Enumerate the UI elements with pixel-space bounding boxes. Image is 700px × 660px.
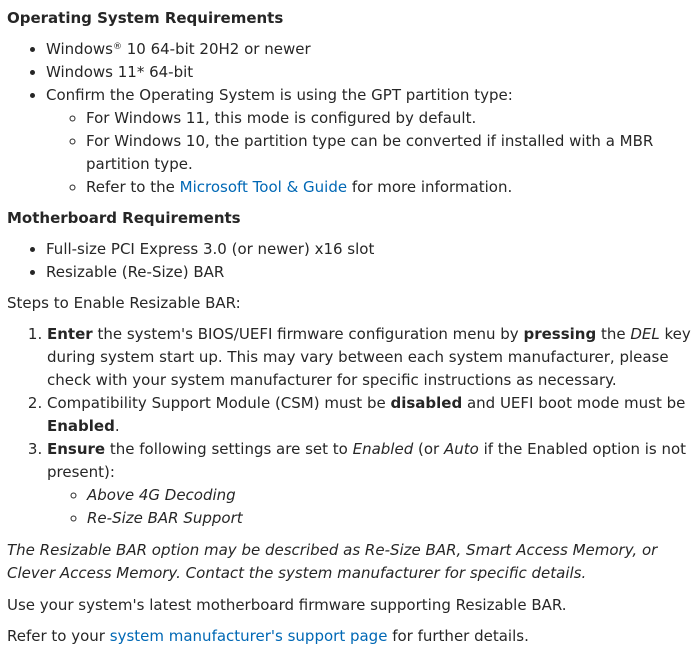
setting-above-4g-decoding: Above 4G Decoding: [87, 486, 236, 504]
gpt-sub-windows10: For Windows 10, the partition type can be converted if installed with a MBR partition type.: [86, 132, 654, 173]
step1-text: the system's BIOS/UEFI firmware configuration menu by: [92, 325, 524, 343]
step3-text: the following settings are set to: [105, 440, 353, 458]
list-item: [46, 61, 694, 84]
step3-bold-ensure: Ensure: [47, 440, 106, 458]
os-item-windows10: Windows: [46, 40, 113, 58]
step3-italic-enabled: Enabled: [352, 440, 414, 458]
list-item: [86, 176, 694, 199]
refer-pre: Refer to your: [7, 627, 110, 645]
os-item-windows11: Windows 11* 64-bit: [46, 63, 194, 81]
firmware-paragraph: Use your system's latest motherboard firmware supporting Resizable BAR.: [7, 596, 567, 614]
motherboard-requirements-heading: Motherboard Requirements: [7, 209, 241, 227]
step3-text: if the Enabled option is not present):: [47, 440, 687, 481]
step3-sublist: [47, 484, 694, 530]
refer-post: for further details.: [387, 627, 529, 645]
os-requirements-list: [7, 38, 694, 199]
gpt-sub-refer-pre: Refer to the: [86, 178, 180, 196]
step1-text: key during system start up. This may vary between each system manufacturer, please check with your system manufacturer for specific instructions as necessary.: [47, 325, 691, 389]
list-item: [87, 507, 694, 530]
registered-mark: ®: [112, 42, 122, 52]
refer-paragraph: [7, 625, 694, 648]
step2-text: .: [114, 417, 120, 435]
list-item: [87, 484, 694, 507]
step1-bold-pressing: pressing: [523, 325, 597, 343]
step3-text: (or: [413, 440, 444, 458]
step2-text: Compatibility Support Module (CSM) must be: [47, 394, 391, 412]
gpt-sublist: [46, 107, 694, 199]
os-item-windows10-rest: 10 64-bit 20H2 or newer: [121, 40, 311, 58]
step2-bold-enabled: Enabled: [47, 417, 115, 435]
step1-bold-enter: Enter: [47, 325, 93, 343]
motherboard-requirements-list: [7, 238, 694, 284]
setting-resize-bar-support: Re-Size BAR Support: [87, 509, 243, 527]
gpt-sub-windows11: For Windows 11, this mode is configured by default.: [86, 109, 477, 127]
os-requirements-heading: Operating System Requirements: [7, 9, 284, 27]
manufacturer-support-link[interactable]: system manufacturer's support page: [109, 627, 388, 645]
list-item: [86, 130, 694, 176]
list-item: [46, 84, 694, 199]
resizable-bar-note: The Resizable BAR option may be described as Re-Size BAR, Smart Access Memory, or Clever Access Memory. Contact the system manufacturer for specific details.: [7, 541, 658, 582]
list-item: [46, 38, 694, 61]
list-item: [46, 238, 694, 261]
steps-list: [7, 323, 694, 530]
microsoft-tool-guide-link[interactable]: Microsoft Tool & Guide: [179, 178, 348, 196]
mb-item-resizable-bar: Resizable (Re-Size) BAR: [46, 263, 225, 281]
os-item-gpt: Confirm the Operating System is using the GPT partition type:: [46, 86, 513, 104]
step3-italic-auto: Auto: [443, 440, 479, 458]
step1-italic-del: DEL: [630, 325, 660, 343]
step1-text: the: [596, 325, 631, 343]
mb-item-pcie: Full-size PCI Express 3.0 (or newer) x16 slot: [46, 240, 375, 258]
gpt-sub-refer-post: for more information.: [347, 178, 513, 196]
list-item: [46, 261, 694, 284]
step2-text: and UEFI boot mode must be: [462, 394, 686, 412]
list-item: [86, 107, 694, 130]
step-item: [47, 323, 694, 392]
step-item: [47, 438, 694, 530]
step2-bold-disabled: disabled: [390, 394, 463, 412]
step-item: [47, 392, 694, 438]
steps-intro: Steps to Enable Resizable BAR:: [7, 294, 241, 312]
